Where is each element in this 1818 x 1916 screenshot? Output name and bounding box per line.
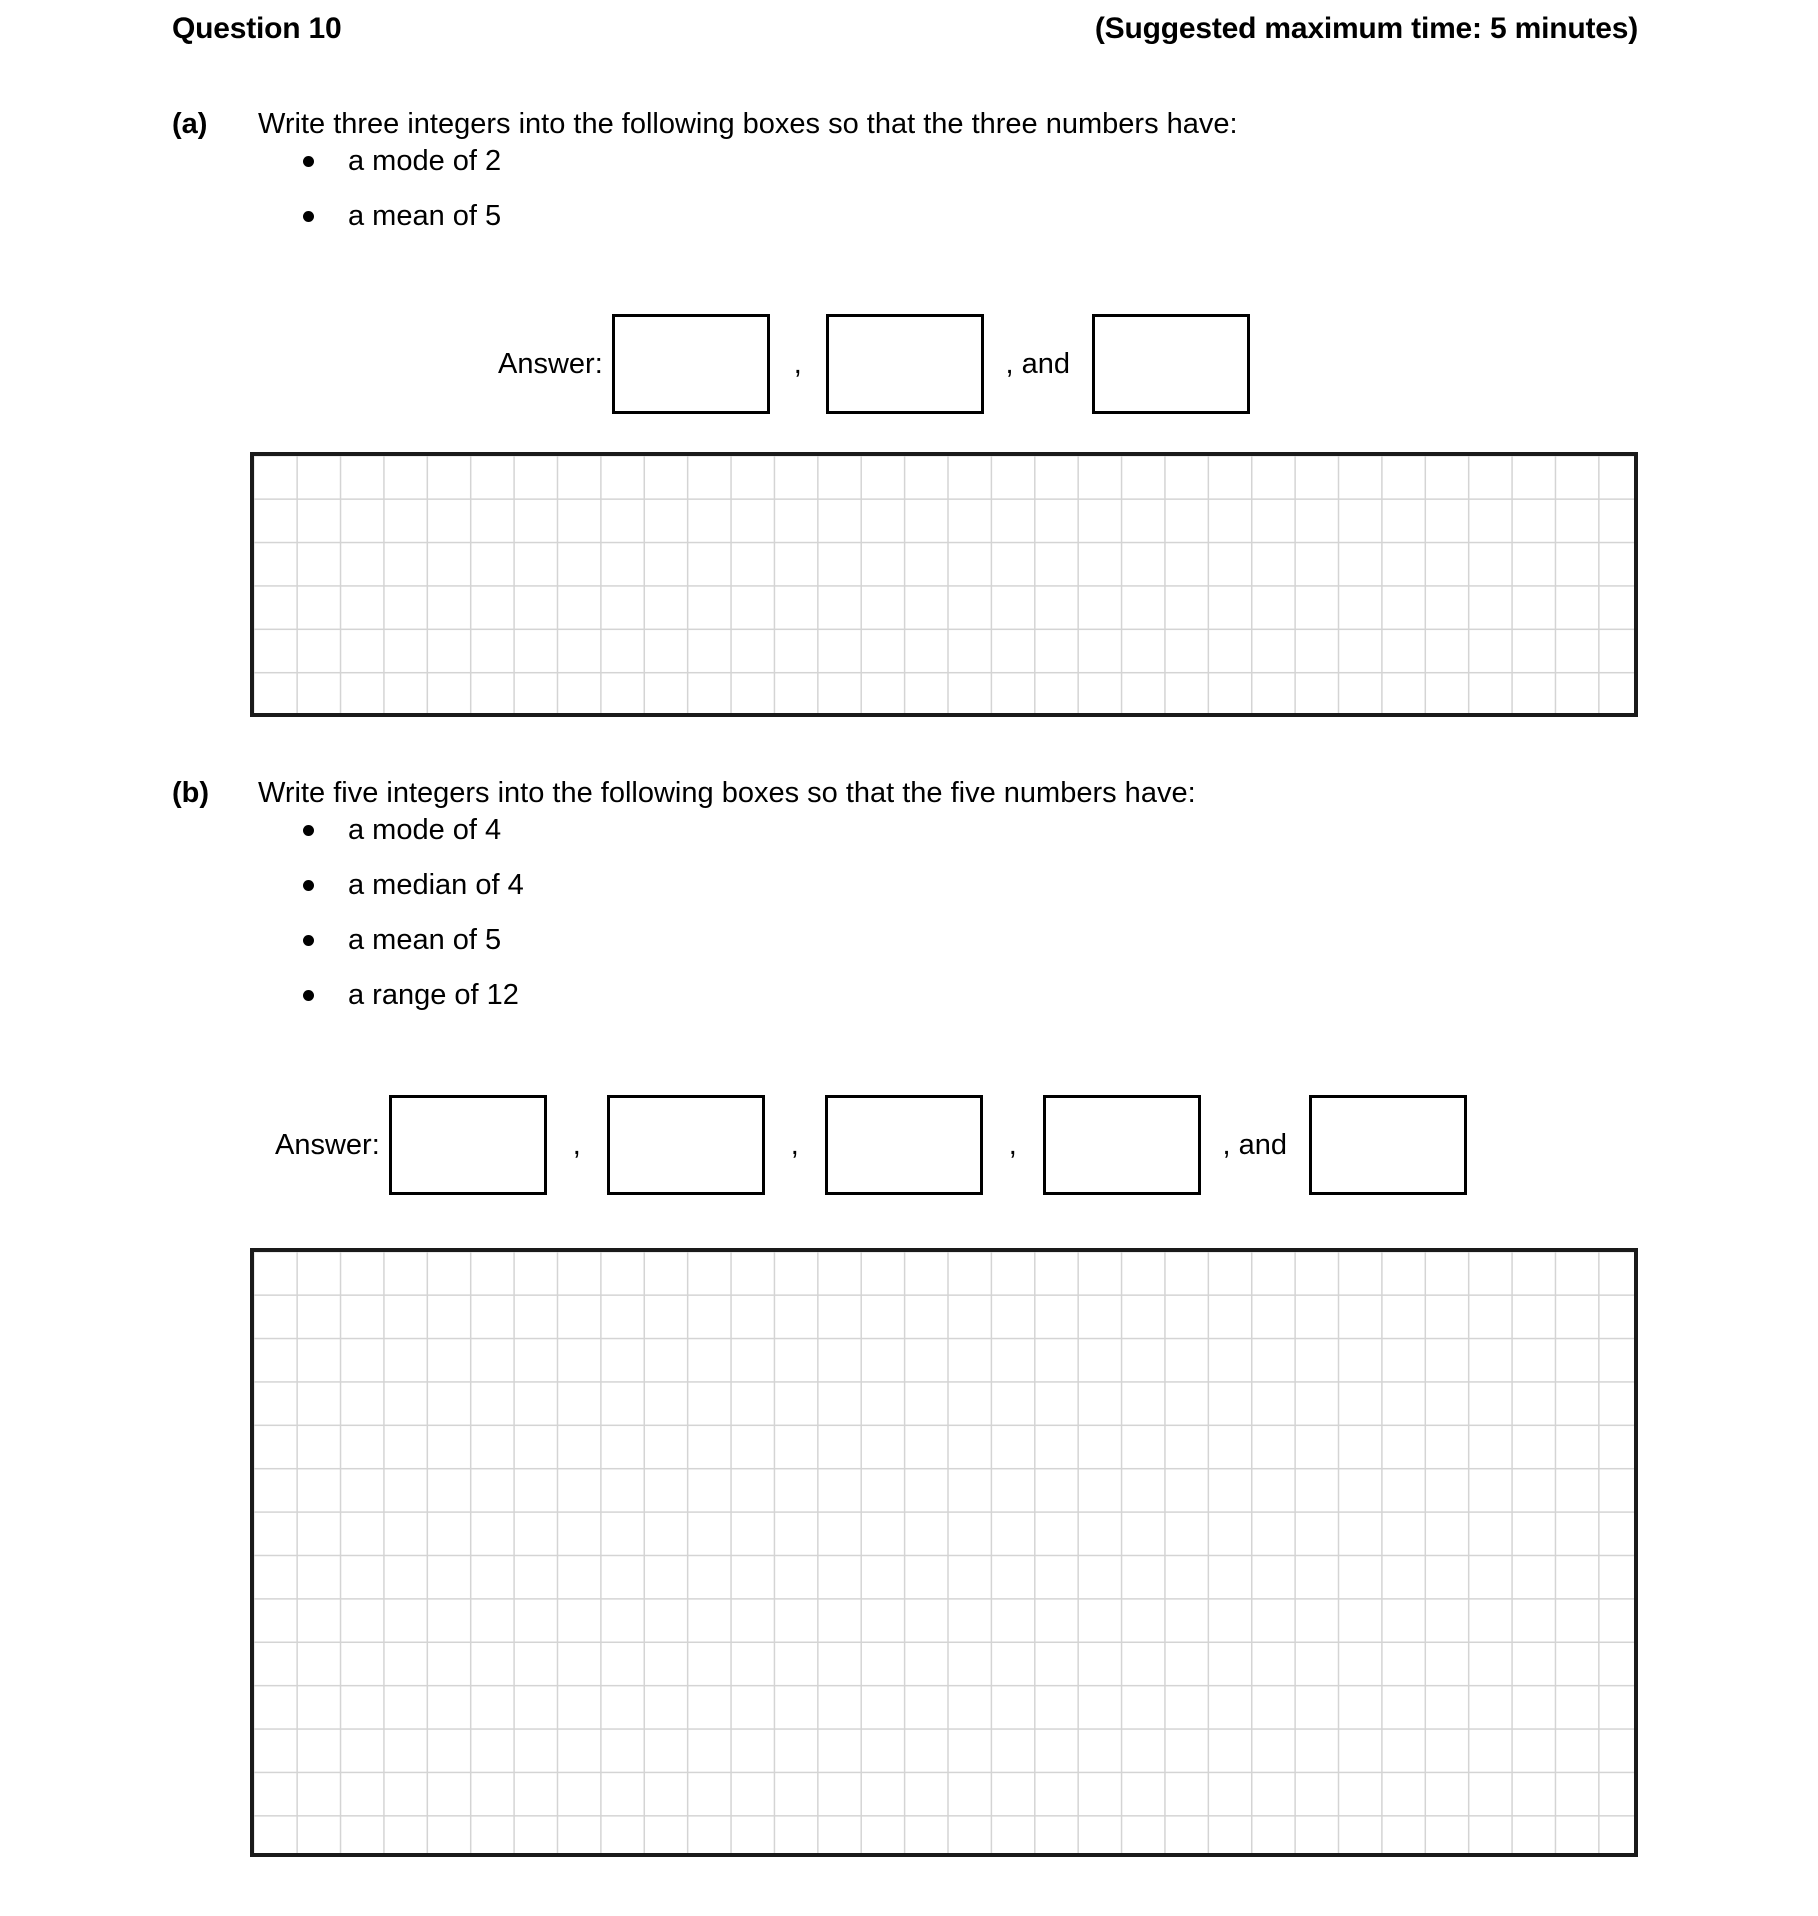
part-b-label: (b) bbox=[172, 777, 210, 809]
part-a-question-text: Write three integers into the following boxes so that the three numbers have: bbox=[258, 108, 1238, 140]
list-item bbox=[300, 913, 524, 968]
separator-comma: , bbox=[1008, 1128, 1017, 1161]
separator-comma: , bbox=[572, 1128, 581, 1161]
criterion-text: a median of 4 bbox=[348, 869, 524, 901]
part-a-answer-row bbox=[498, 314, 1250, 414]
part-a-label: (a) bbox=[172, 108, 208, 140]
list-item bbox=[300, 134, 501, 189]
part-b-answer-row bbox=[275, 1095, 1467, 1195]
criterion-text: a mean of 5 bbox=[348, 924, 502, 956]
answer-box-1[interactable] bbox=[612, 314, 770, 414]
criterion-text: a mean of 5 bbox=[348, 200, 502, 232]
answer-label: Answer: bbox=[275, 1128, 380, 1161]
list-item bbox=[300, 968, 524, 1023]
answer-label: Answer: bbox=[498, 347, 603, 380]
page-title: Question 10 bbox=[172, 12, 342, 45]
answer-box-3[interactable] bbox=[1092, 314, 1250, 414]
answer-box-3[interactable] bbox=[825, 1095, 983, 1195]
part-b-working-grid[interactable] bbox=[250, 1248, 1638, 1857]
bullet-dot-icon bbox=[303, 880, 314, 891]
suggested-time-note: (Suggested maximum time: 5 minutes) bbox=[1094, 12, 1638, 45]
question-header bbox=[172, 12, 1638, 56]
separator-and: , and bbox=[1222, 1128, 1288, 1161]
list-item bbox=[300, 189, 501, 244]
part-b-question-text: Write five integers into the following boxes so that the five numbers have: bbox=[258, 777, 1196, 809]
bullet-dot-icon bbox=[303, 990, 314, 1001]
list-item bbox=[300, 803, 524, 858]
criterion-text: a mode of 2 bbox=[348, 145, 502, 177]
bullet-dot-icon bbox=[303, 825, 314, 836]
answer-box-2[interactable] bbox=[826, 314, 984, 414]
part-b-criteria-list bbox=[300, 803, 524, 1023]
separator-and: , and bbox=[1005, 347, 1071, 380]
bullet-dot-icon bbox=[303, 156, 314, 167]
answer-box-2[interactable] bbox=[607, 1095, 765, 1195]
bullet-dot-icon bbox=[303, 935, 314, 946]
bullet-dot-icon bbox=[303, 211, 314, 222]
answer-box-1[interactable] bbox=[389, 1095, 547, 1195]
answer-box-5[interactable] bbox=[1309, 1095, 1467, 1195]
part-a-criteria-list bbox=[300, 134, 501, 244]
criterion-text: a mode of 4 bbox=[348, 814, 502, 846]
criterion-text: a range of 12 bbox=[348, 979, 519, 1011]
part-a-working-grid[interactable] bbox=[250, 452, 1638, 717]
answer-box-4[interactable] bbox=[1043, 1095, 1201, 1195]
separator-comma: , bbox=[793, 347, 802, 380]
list-item bbox=[300, 858, 524, 913]
separator-comma: , bbox=[790, 1128, 799, 1161]
